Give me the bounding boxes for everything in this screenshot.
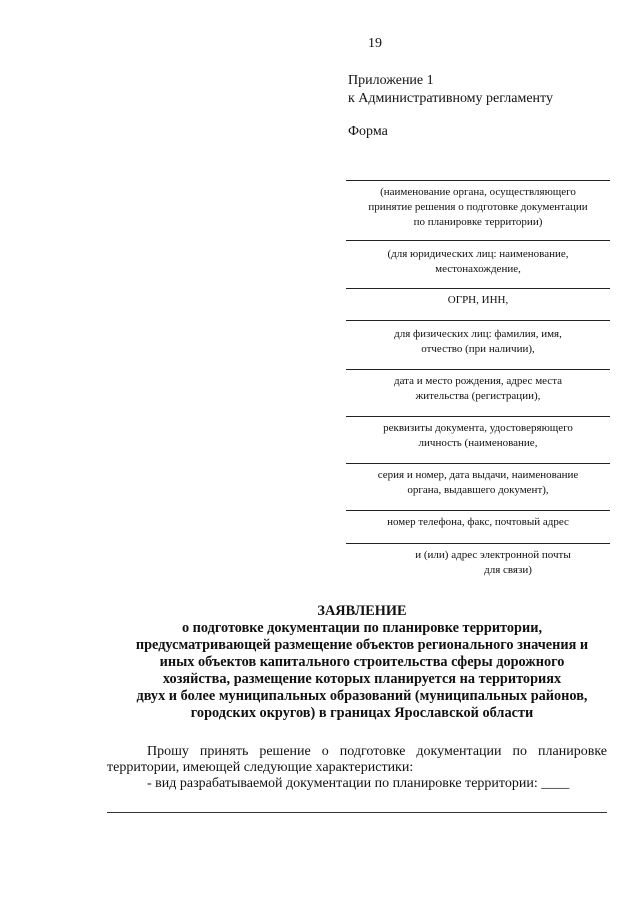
caption-line: личность (наименование, — [418, 437, 538, 449]
addressee-caption — [346, 321, 610, 369]
caption-line: дата и место рождения, адрес места — [393, 375, 563, 387]
addressee-caption — [346, 289, 610, 320]
body-paragraph: Прошу принять решение о подготовке документации по планировке территории, имеющей следующие характеристики: — [107, 744, 607, 775]
page-number: 19 — [368, 36, 382, 51]
addressee-caption — [346, 370, 610, 416]
title-line: иных объектов капитального строительства сферы дорожного — [159, 654, 565, 670]
caption-line: жительства (регистрации), — [415, 390, 541, 402]
addressee-block — [346, 180, 610, 578]
caption-line: (для юридических лиц: наименование, — [387, 248, 569, 260]
fill-in-line[interactable] — [107, 812, 607, 813]
addressee-caption — [346, 181, 610, 240]
addressee-caption — [346, 544, 610, 578]
addressee-caption — [346, 464, 610, 510]
caption-line: ОГРН, ИНН, — [447, 294, 509, 306]
caption-line: реквизиты документа, удостоверяющего — [383, 422, 573, 434]
caption-line: местонахождение, — [435, 263, 521, 275]
form-label: Форма — [348, 124, 388, 139]
title-line: ЗАЯВЛЕНИЕ — [317, 603, 407, 619]
application-body — [107, 744, 607, 792]
caption-line: отчество (при наличии), — [421, 343, 535, 355]
application-title — [100, 603, 624, 722]
title-line: городских округов) в границах Ярославской области — [190, 705, 534, 721]
caption-line: серия и номер, дата выдачи, наименование — [377, 469, 579, 481]
title-line: о подготовке документации по планировке территории, — [181, 620, 543, 636]
addressee-caption — [346, 241, 610, 288]
caption-line: (наименование органа, осуществляющего — [380, 186, 576, 198]
appendix-line: к Административному регламенту — [348, 91, 553, 106]
caption-line: для связи) — [484, 564, 532, 576]
caption-line: номер телефона, факс, почтовый адрес — [387, 516, 569, 528]
addressee-caption — [346, 417, 610, 463]
body-paragraph: - вид разрабатываемой документации по планировке территории: ____ — [147, 776, 570, 791]
addressee-caption — [346, 511, 610, 543]
appendix-line: Приложение 1 — [348, 73, 434, 88]
title-line: хозяйства, размещение которых планируется на территориях — [162, 671, 562, 687]
caption-line: принятие решения о подготовке документации — [368, 201, 588, 213]
caption-line: для физических лиц: фамилия, имя, — [394, 328, 562, 340]
caption-line: органа, выдавшего документ), — [407, 484, 549, 496]
title-line: предусматривающей размещение объектов регионального значения и — [135, 637, 589, 653]
caption-line: по планировке территории) — [413, 216, 543, 228]
title-line: двух и более муниципальных образований (муниципальных районов, — [136, 688, 588, 704]
appendix-header — [348, 72, 553, 108]
caption-line: и (или) адрес электронной почты — [415, 549, 571, 561]
